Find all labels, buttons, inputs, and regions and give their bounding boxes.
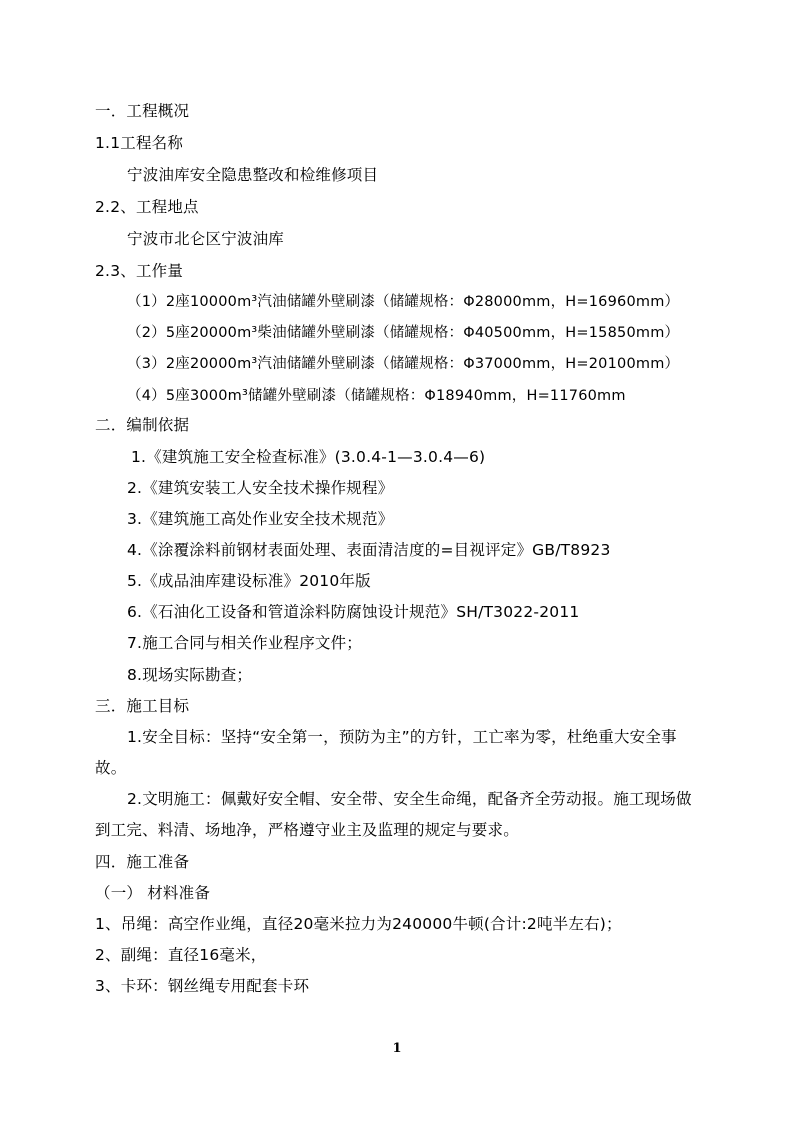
- basis-item: 3.《建筑施工高处作业安全技术规范》: [127, 510, 394, 528]
- material-item: 3、卡环：钢丝绳专用配套卡环: [95, 977, 310, 995]
- basis-item: 6.《石油化工设备和管道涂料防腐蚀设计规范》SH/T3022-2011: [127, 603, 580, 621]
- subsection-heading-project-name: 1.1工程名称: [95, 134, 184, 152]
- project-name-text: 宁波油库安全隐患整改和检维修项目: [127, 166, 379, 184]
- basis-item: 5.《成品油库建设标准》2010年版: [127, 572, 371, 590]
- workload-item: （1）2座10000m³汽油储罐外壁刷漆（储罐规格：Φ28000mm，H=16960mm）: [127, 294, 680, 310]
- workload-item: （3）2座20000m³汽油储罐外壁刷漆（储罐规格：Φ37000mm，H=20100mm）: [127, 356, 680, 372]
- section-heading-preparation: 四．施工准备: [95, 853, 190, 871]
- subsection-heading-materials: （一） 材料准备: [95, 884, 211, 902]
- basis-item: 2.《建筑安装工人安全技术操作规程》: [127, 479, 394, 497]
- workload-item: （4）5座3000m³储罐外壁刷漆（储罐规格：Φ18940mm，H=11760mm: [127, 388, 626, 404]
- section-heading-basis: 二．编制依据: [95, 416, 190, 434]
- safety-goal-text-cont: 故。: [95, 759, 127, 777]
- basis-item: 1.《建筑施工安全检查标准》(3.0.4-1—3.0.4—6): [131, 448, 486, 466]
- page-number: 1: [392, 1041, 402, 1056]
- safety-goal-text: 1.安全目标：坚持“安全第一，预防为主”的方针，工亡率为零，杜绝重大安全事: [127, 728, 677, 746]
- basis-item: 8.现场实际勘查；: [127, 666, 253, 684]
- basis-item: 4.《涂覆涂料前钢材表面处理、表面清洁度的=目视评定》GB/T8923: [127, 541, 611, 559]
- project-location-text: 宁波市北仑区宁波油库: [127, 230, 285, 248]
- civilized-construction-text-cont: 到工完、料清、场地净，严格遵守业主及监理的规定与要求。: [95, 821, 519, 839]
- material-item: 1、吊绳：高空作业绳，直径20毫米拉力为240000牛顿(合计:2吨半左右)；: [95, 915, 622, 933]
- basis-item: 7.施工合同与相关作业程序文件；: [127, 634, 362, 652]
- section-heading-goals: 三．施工目标: [95, 697, 190, 715]
- workload-item: （2）5座20000m³柴油储罐外壁刷漆（储罐规格：Φ40500mm，H=15850mm）: [127, 325, 680, 341]
- subsection-heading-project-location: 2.2、工程地点: [95, 198, 199, 216]
- civilized-construction-text: 2.文明施工：佩戴好安全帽、安全带、安全生命绳，配备齐全劳动报。施工现场做: [127, 790, 692, 808]
- subsection-heading-workload: 2.3、工作量: [95, 262, 184, 280]
- material-item: 2、副绳：直径16毫米，: [95, 946, 267, 964]
- section-heading-overview: 一．工程概况: [95, 102, 190, 120]
